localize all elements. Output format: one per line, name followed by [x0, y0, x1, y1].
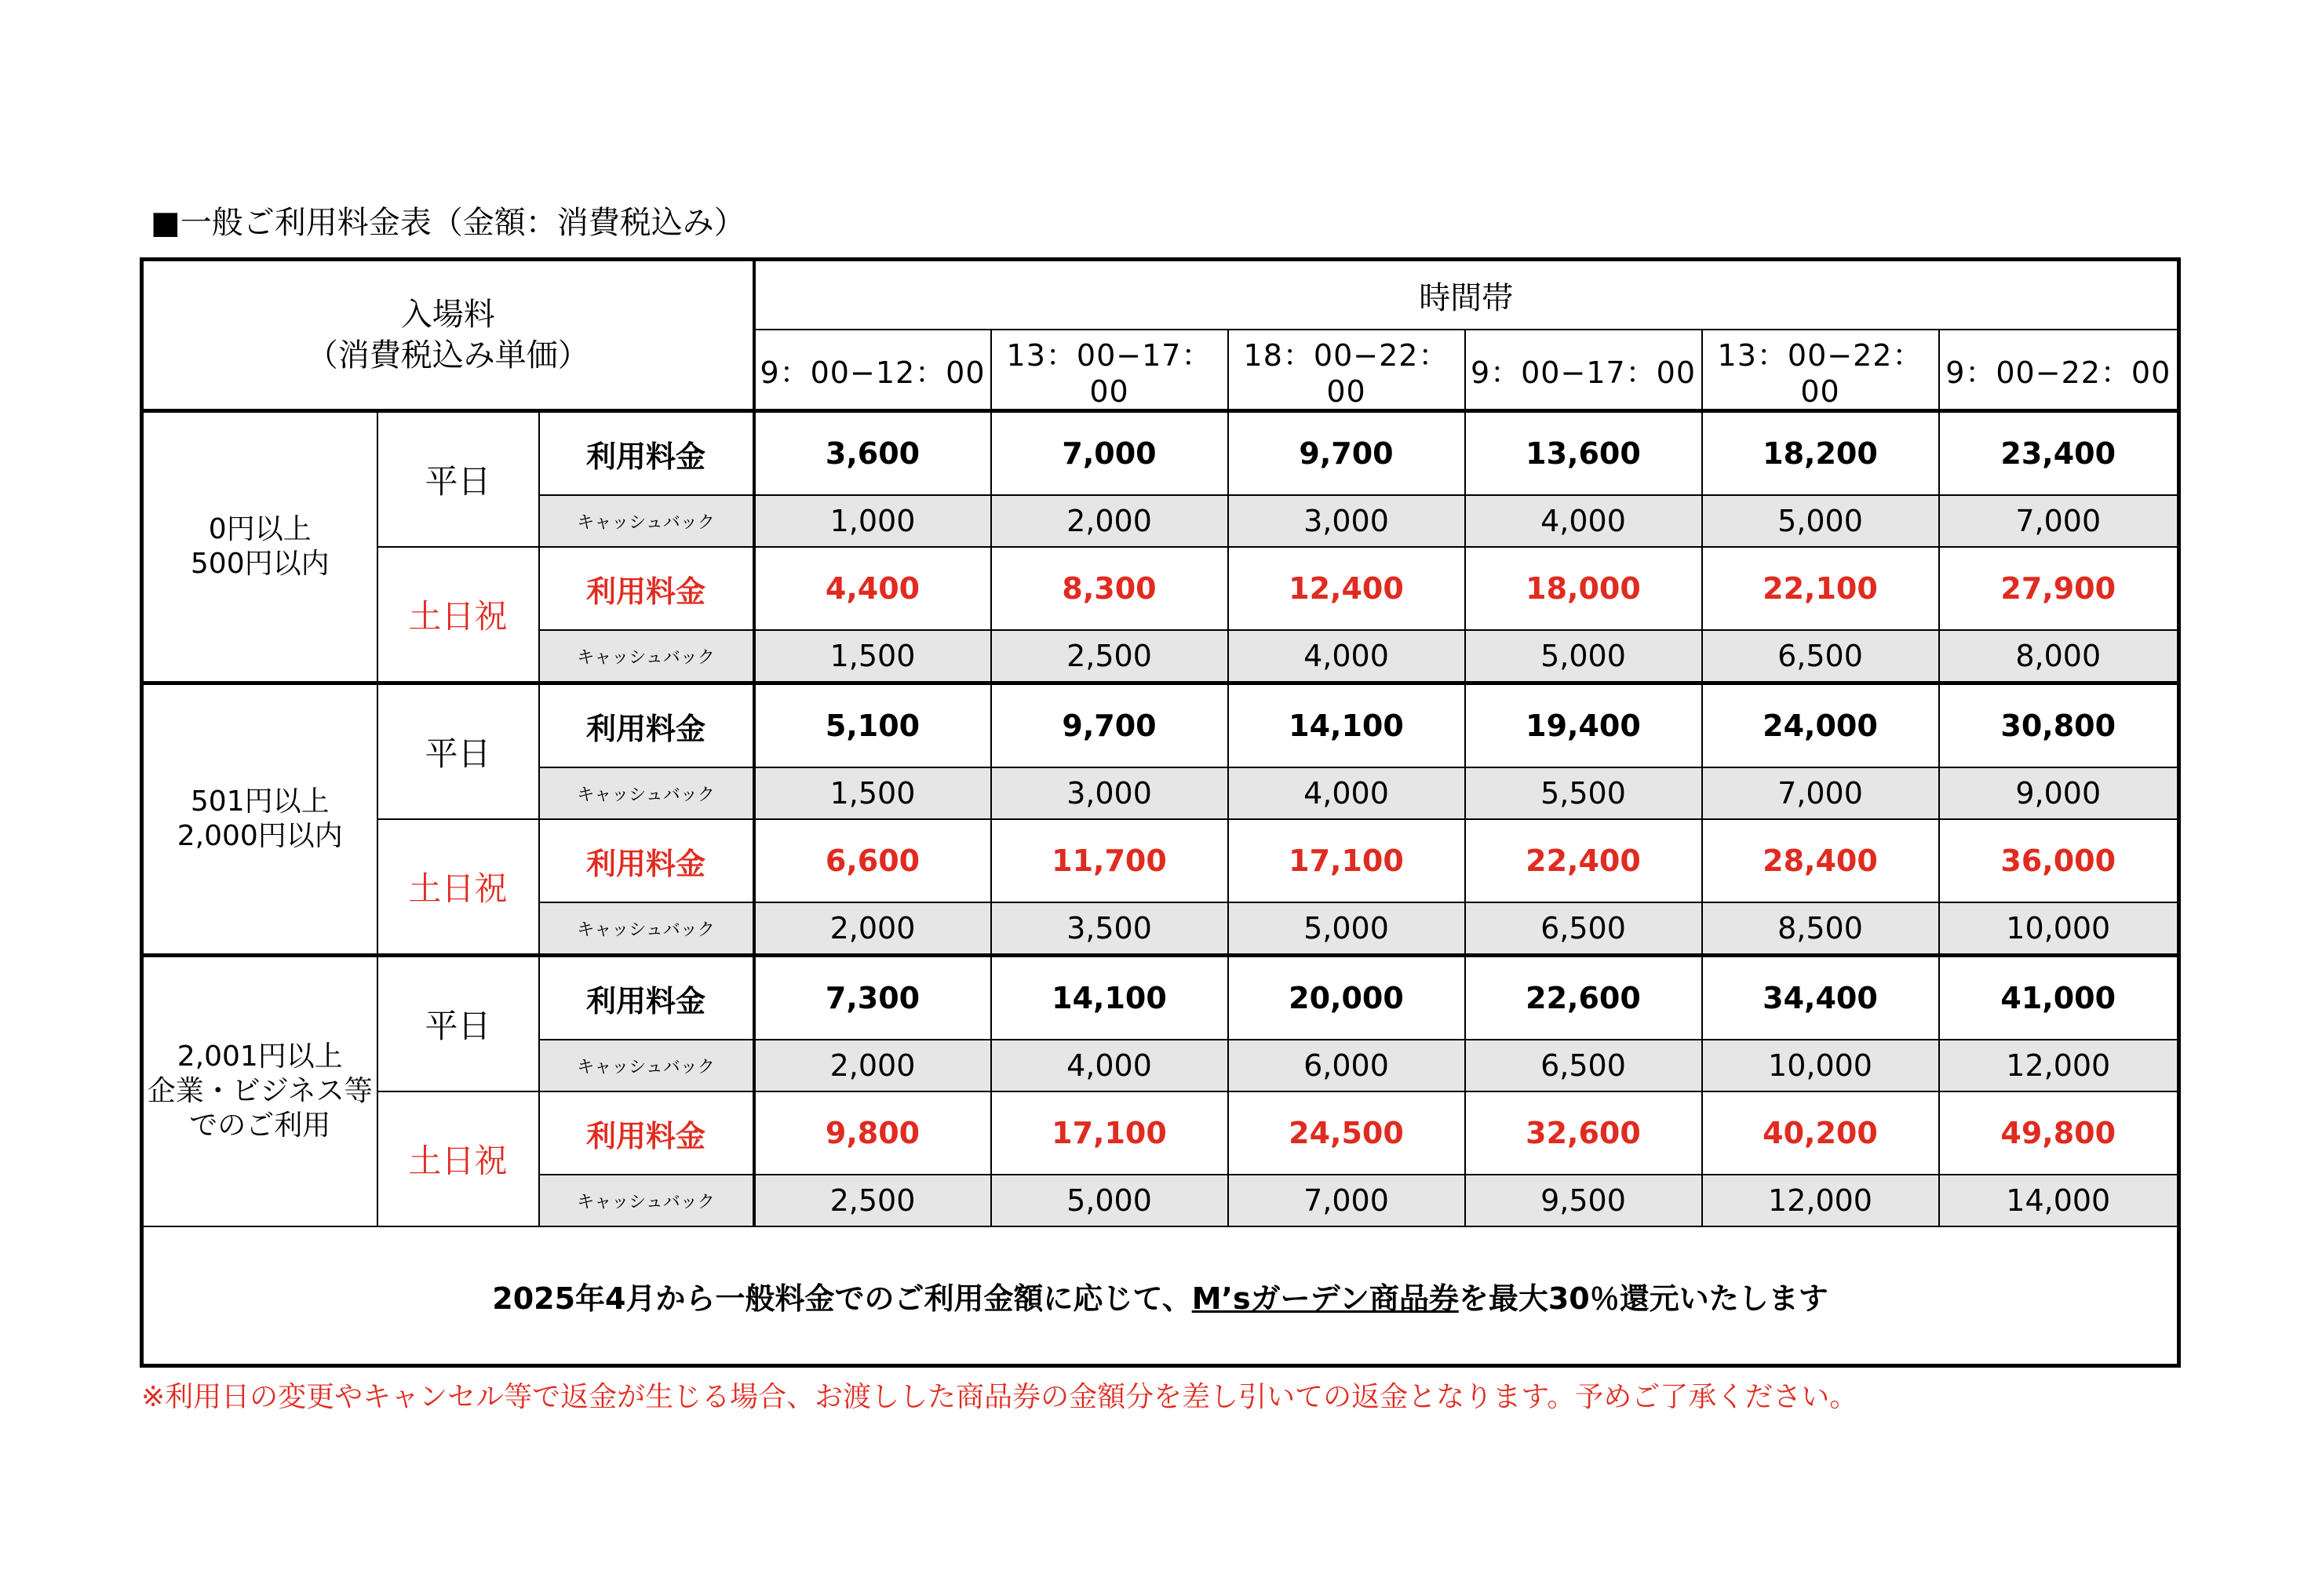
time-slot-header: 13：00−17：00 [991, 330, 1228, 411]
cashback-value: 5,000 [1465, 630, 1702, 683]
cashback-value: 5,500 [1465, 767, 1702, 819]
cashback-value: 6,000 [1228, 1040, 1465, 1091]
cashback-value: 2,000 [754, 1040, 991, 1091]
fee-value: 6,600 [754, 819, 991, 902]
fee-value: 22,600 [1465, 956, 1702, 1040]
cashback-value: 14,000 [1939, 1175, 2179, 1226]
cashback-value: 9,000 [1939, 767, 2179, 819]
tier-label-line1: 2,001円以上 [177, 1040, 343, 1073]
cashback-value: 4,000 [1465, 495, 1702, 547]
cashback-row-label: キャッシュバック [539, 1175, 754, 1226]
cashback-value: 1,000 [754, 495, 991, 547]
fee-value: 30,800 [1939, 683, 2179, 768]
admission-header-line2: （消費税込み単価） [306, 337, 589, 373]
cashback-value: 12,000 [1702, 1175, 1939, 1226]
cashback-value: 1,500 [754, 767, 991, 819]
cashback-value: 5,000 [991, 1175, 1228, 1226]
cashback-value: 2,000 [991, 495, 1228, 547]
fee-value: 8,300 [991, 547, 1228, 630]
weekday-label: 平日 [377, 956, 539, 1092]
cashback-value: 5,000 [1228, 902, 1465, 956]
cashback-value: 2,500 [991, 630, 1228, 683]
fee-row-label: 利用料金 [539, 411, 754, 496]
fee-value: 9,800 [754, 1091, 991, 1175]
fee-value: 9,700 [1228, 411, 1465, 496]
fee-value: 3,600 [754, 411, 991, 496]
tier-label-line2: 企業・ビジネス等 [147, 1075, 373, 1107]
time-band-header: 時間帯 [754, 260, 2179, 330]
tier-label [142, 411, 377, 683]
fee-value: 23,400 [1939, 411, 2179, 496]
cashback-row-label: キャッシュバック [539, 1040, 754, 1091]
cashback-value: 7,000 [1939, 495, 2179, 547]
fee-value: 4,400 [754, 547, 991, 630]
fee-value: 19,400 [1465, 683, 1702, 768]
fee-value: 7,300 [754, 956, 991, 1040]
tier-label-line3: でのご利用 [189, 1110, 331, 1142]
cashback-value: 4,000 [1228, 630, 1465, 683]
fee-row-label: 利用料金 [539, 1091, 754, 1175]
cashback-value: 10,000 [1702, 1040, 1939, 1091]
cashback-value: 2,000 [754, 902, 991, 956]
fee-value: 36,000 [1939, 819, 2179, 902]
weekend-label: 土日祝 [377, 547, 539, 683]
cashback-value: 6,500 [1465, 902, 1702, 956]
cashback-value: 7,000 [1228, 1175, 1465, 1226]
tier-label [142, 683, 377, 956]
time-slot-header: 9：00−17：00 [1465, 330, 1702, 411]
fee-value: 17,100 [1228, 819, 1465, 902]
cashback-value: 12,000 [1939, 1040, 2179, 1091]
time-slot-header: 18：00−22：00 [1228, 330, 1465, 411]
admission-header-line1: 入場料 [400, 297, 495, 333]
fee-value: 17,100 [991, 1091, 1228, 1175]
fee-value: 32,600 [1465, 1091, 1702, 1175]
fee-value: 11,700 [991, 819, 1228, 902]
tier-label-line1: 501円以上 [190, 785, 330, 818]
time-slot-header: 13：00−22：00 [1702, 330, 1939, 411]
fee-value: 9,700 [991, 683, 1228, 768]
fee-value: 5,100 [754, 683, 991, 768]
tier-label-line1: 0円以上 [208, 513, 312, 545]
weekend-label: 土日祝 [377, 819, 539, 956]
cashback-value: 3,000 [991, 767, 1228, 819]
time-slot-header: 9：00−22：00 [1939, 330, 2179, 411]
notice-text-after: を最大30％還元いたします [1458, 1281, 1828, 1316]
cashback-value: 3,500 [991, 902, 1228, 956]
fee-value: 18,000 [1465, 547, 1702, 630]
cashback-value: 9,500 [1465, 1175, 1702, 1226]
fee-value: 22,100 [1702, 547, 1939, 630]
time-slot-header: 9：00−12：00 [754, 330, 991, 411]
fee-row-label: 利用料金 [539, 956, 754, 1040]
giftcard-name: M’sガーデン商品券 [1191, 1281, 1459, 1316]
cashback-value: 6,500 [1465, 1040, 1702, 1091]
fee-value: 7,000 [991, 411, 1228, 496]
fee-value: 34,400 [1702, 956, 1939, 1040]
cashback-row-label: キャッシュバック [539, 767, 754, 819]
fee-value: 28,400 [1702, 819, 1939, 902]
fee-value: 24,500 [1228, 1091, 1465, 1175]
fee-row-label: 利用料金 [539, 547, 754, 630]
cashback-value: 4,000 [1228, 767, 1465, 819]
fee-value: 24,000 [1702, 683, 1939, 768]
weekend-label: 土日祝 [377, 1091, 539, 1226]
fee-row-label: 利用料金 [539, 819, 754, 902]
cashback-value: 5,000 [1702, 495, 1939, 547]
fee-value: 13,600 [1465, 411, 1702, 496]
cashback-value: 2,500 [754, 1175, 991, 1226]
cashback-row-label: キャッシュバック [539, 902, 754, 956]
admission-header [142, 260, 754, 411]
cashback-value: 7,000 [1702, 767, 1939, 819]
cashback-row-label: キャッシュバック [539, 630, 754, 683]
cashback-value: 3,000 [1228, 495, 1465, 547]
cashback-value: 10,000 [1939, 902, 2179, 956]
fee-row-label: 利用料金 [539, 683, 754, 768]
fee-value: 14,100 [991, 956, 1228, 1040]
cashback-value: 1,500 [754, 630, 991, 683]
cashback-value: 8,000 [1939, 630, 2179, 683]
fee-value: 27,900 [1939, 547, 2179, 630]
fee-table [140, 257, 2181, 1368]
cashback-notice [142, 1226, 2179, 1366]
cashback-value: 6,500 [1702, 630, 1939, 683]
fee-value: 12,400 [1228, 547, 1465, 630]
fee-value: 41,000 [1939, 956, 2179, 1040]
fee-value: 20,000 [1228, 956, 1465, 1040]
fee-value: 14,100 [1228, 683, 1465, 768]
weekday-label: 平日 [377, 683, 539, 820]
fee-value: 18,200 [1702, 411, 1939, 496]
tier-label-line2: 2,000円以内 [177, 820, 343, 852]
weekday-label: 平日 [377, 411, 539, 548]
document-title: ■一般ご利用料金表（金額：消費税込み） [151, 205, 746, 241]
cashback-value: 8,500 [1702, 902, 1939, 956]
fee-value: 40,200 [1702, 1091, 1939, 1175]
refund-footnote: ※利用日の変更やキャンセル等で返金が生じる場合、お渡しした商品券の金額分を差し引いての返金となります。予めご了承ください。 [141, 1381, 1858, 1413]
tier-label-line2: 500円以内 [190, 548, 330, 580]
fee-value: 22,400 [1465, 819, 1702, 902]
notice-text-before: 2025年4月から一般料金でのご利用金額に応じて、 [492, 1281, 1192, 1316]
tier-label [142, 956, 377, 1227]
cashback-row-label: キャッシュバック [539, 495, 754, 547]
cashback-value: 4,000 [991, 1040, 1228, 1091]
fee-value: 49,800 [1939, 1091, 2179, 1175]
